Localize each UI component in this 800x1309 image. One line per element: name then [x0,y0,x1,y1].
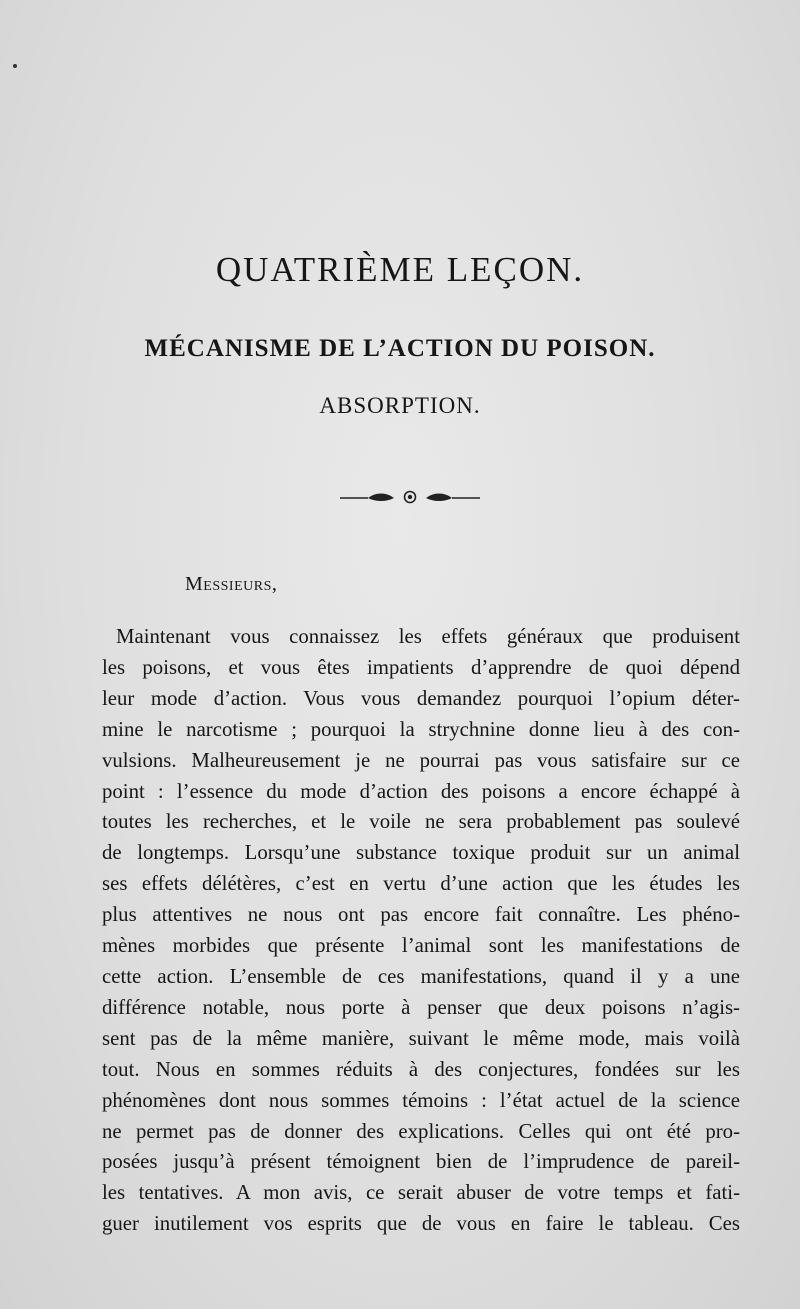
text-line: leur mode d’action. Vous vous demandez pourquoi l’opium déter- [102,686,740,710]
text-line: posées jusqu’à présent témoignent bien de l’imprudence de pareil- [102,1150,740,1174]
text-line: point : l’essence du mode d’action des poisons a encore échappé à [102,779,740,803]
section-title: ABSORPTION. [319,393,481,418]
lesson-title: QUATRIÈME LEÇON. [215,250,585,289]
salutation: Messieurs, [185,573,278,595]
ornament-divider [340,487,480,507]
text-line: plus attentives ne nous ont pas encore fait connaître. Les phéno- [102,903,740,927]
text-line: les tentatives. A mon avis, ce serait abuser de votre temps et fati- [102,1181,740,1205]
ink-speck [13,64,17,68]
text-line: ses effets délétères, c’est en vertu d’une action que les études les [102,872,740,896]
text-line: vulsions. Malheureusement je ne pourrai pas vous satisfaire sur ce [102,748,740,772]
body-paragraph [102,622,740,1240]
text-line: les poisons, et vous êtes impatients d’apprendre de quoi dépend [102,655,740,679]
chapter-subtitle: MÉCANISME DE L’ACTION DU POISON. [144,335,656,362]
text-line: cette action. L’ensemble de ces manifestations, quand il y a une [102,964,740,988]
text-line: Maintenant vous connaissez les effets généraux que produisent [116,625,740,648]
text-line: tout. Nous en sommes réduits à des conjectures, fondées sur les [102,1057,740,1081]
text-line: mènes morbides que présente l’animal sont les manifestations de [102,934,740,958]
text-line: de longtemps. Lorsqu’une substance toxique produit sur un animal [102,841,740,865]
text-line: phénomènes dont nous sommes témoins : l’état actuel de la science [102,1088,740,1112]
text-line: mine le narcotisme ; pourquoi la strychnine donne lieu à des con- [102,717,740,741]
text-line: toutes les recherches, et le voile ne sera probablement pas soulevé [102,810,740,834]
text-line: sent pas de la même manière, suivant le même mode, mais voilà [102,1026,740,1050]
text-line: guer inutilement vos esprits que de vous en faire le tableau. Ces [102,1212,740,1236]
text-line: différence notable, nous porte à penser que deux poisons n’agis- [102,995,740,1019]
text-line: ne permet pas de donner des explications. Celles qui ont été pro- [102,1119,740,1143]
